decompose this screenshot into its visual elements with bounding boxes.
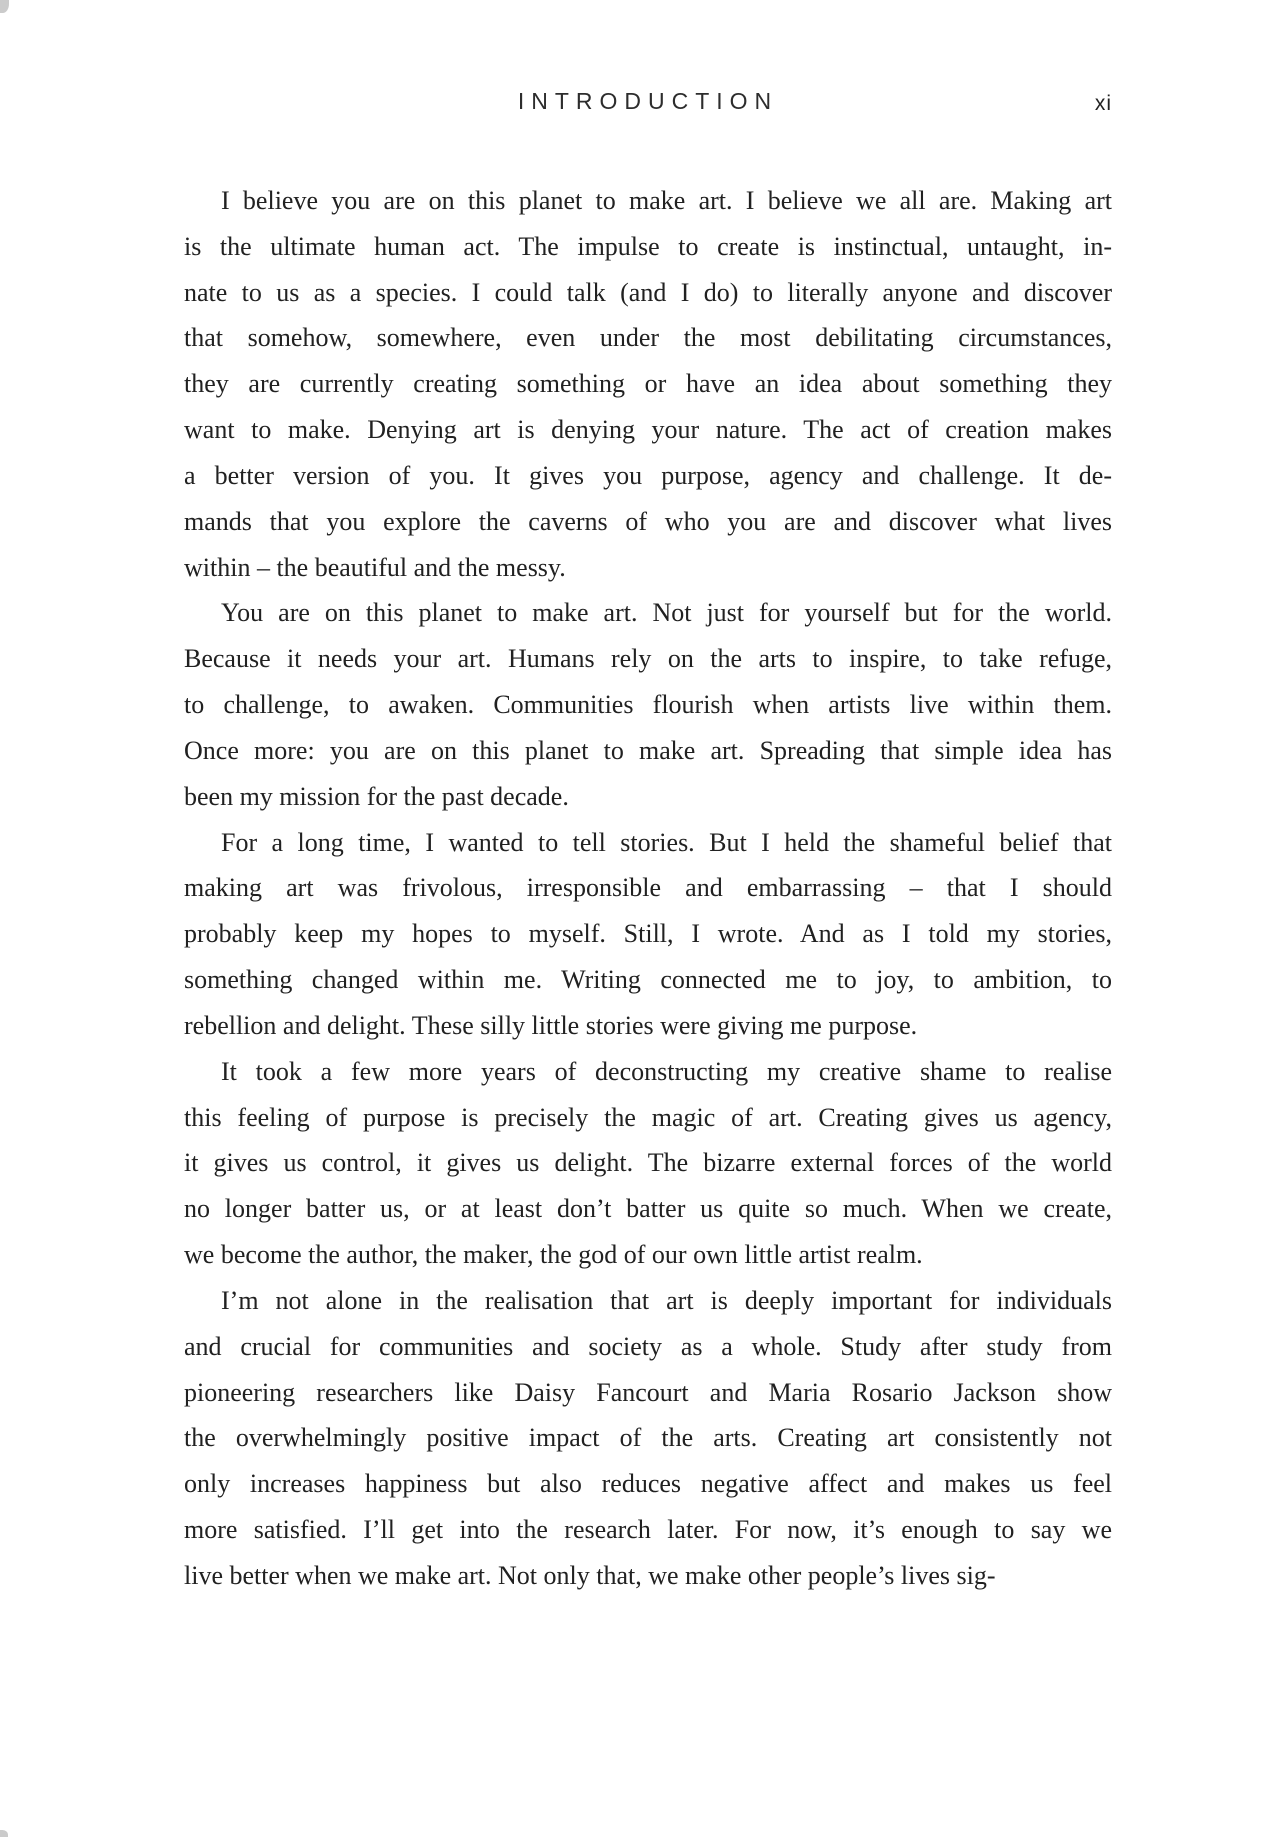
text-line: making art was frivolous, irresponsible and embarrassing – that I should (184, 873, 1112, 903)
text-line: pioneering researchers like Daisy Fancourt and Maria Rosario Jackson show (184, 1377, 1112, 1407)
running-header-title: INTRODUCTION (517, 88, 779, 114)
paragraph (184, 1049, 1112, 1278)
text-line: they are currently creating something or have an idea about something they (184, 369, 1112, 399)
paragraph (184, 820, 1112, 1049)
text-line: is the ultimate human act. The impulse to create is instinctual, untaught, in- (184, 231, 1112, 261)
scan-artifact-bottom-left (0, 1830, 8, 1837)
page-number: xi (1094, 92, 1112, 115)
text-line: that somehow, somewhere, even under the most debilitating circumstances, (184, 323, 1112, 353)
text-line: Because it needs your art. Humans rely on the arts to inspire, to take refuge, (184, 644, 1112, 674)
text-line: For a long time, I wanted to tell stories. But I held the shameful belief that (221, 827, 1112, 857)
scan-artifact-top-left (0, 0, 9, 13)
body-text (184, 178, 1112, 1599)
text-line: rebellion and delight. These silly little stories were giving me purpose. (184, 1010, 918, 1040)
paragraph (184, 590, 1112, 819)
text-line: and crucial for communities and society as a whole. Study after study from (184, 1331, 1112, 1361)
text-line: You are on this planet to make art. Not just for yourself but for the world. (221, 598, 1112, 628)
text-line: I believe you are on this planet to make art. I believe we all are. Making art (221, 186, 1112, 215)
text-line: it gives us control, it gives us delight. The bizarre external forces of the world (184, 1148, 1112, 1178)
text-line: been my mission for the past decade. (184, 781, 569, 811)
text-line: something changed within me. Writing connected me to joy, to ambition, to (184, 965, 1112, 995)
text-line: we become the author, the maker, the god of our own little artist realm. (184, 1240, 923, 1270)
text-line: probably keep my hopes to myself. Still, I wrote. And as I told my stories, (184, 919, 1112, 949)
text-line: to challenge, to awaken. Communities flourish when artists live within them. (184, 690, 1112, 720)
text-line: nate to us as a species. I could talk (and I do) to literally anyone and discover (184, 277, 1112, 307)
text-line: a better version of you. It gives you purpose, agency and challenge. It de- (184, 460, 1112, 490)
paragraph (184, 1278, 1112, 1599)
text-line: this feeling of purpose is precisely the magic of art. Creating gives us agency, (184, 1102, 1112, 1132)
text-line: within – the beautiful and the messy. (184, 552, 566, 582)
text-line: want to make. Denying art is denying your nature. The act of creation makes (184, 415, 1112, 445)
text-line: only increases happiness but also reduces negative affect and makes us feel (184, 1469, 1112, 1499)
text-line: no longer batter us, or at least don’t batter us quite so much. When we create, (184, 1194, 1112, 1224)
paragraph (184, 178, 1112, 590)
text-line: more satisfied. I’ll get into the research later. For now, it’s enough to say we (184, 1515, 1112, 1545)
text-line: Once more: you are on this planet to make art. Spreading that simple idea has (184, 735, 1112, 765)
text-line: It took a few more years of deconstructing my creative shame to realise (221, 1056, 1112, 1086)
text-line: live better when we make art. Not only that, we make other people’s lives sig- (184, 1560, 996, 1590)
text-line: I’m not alone in the realisation that art is deeply important for individuals (221, 1285, 1112, 1315)
text-line: mands that you explore the caverns of who you are and discover what lives (184, 506, 1112, 536)
text-line: the overwhelmingly positive impact of the arts. Creating art consistently not (184, 1423, 1112, 1453)
